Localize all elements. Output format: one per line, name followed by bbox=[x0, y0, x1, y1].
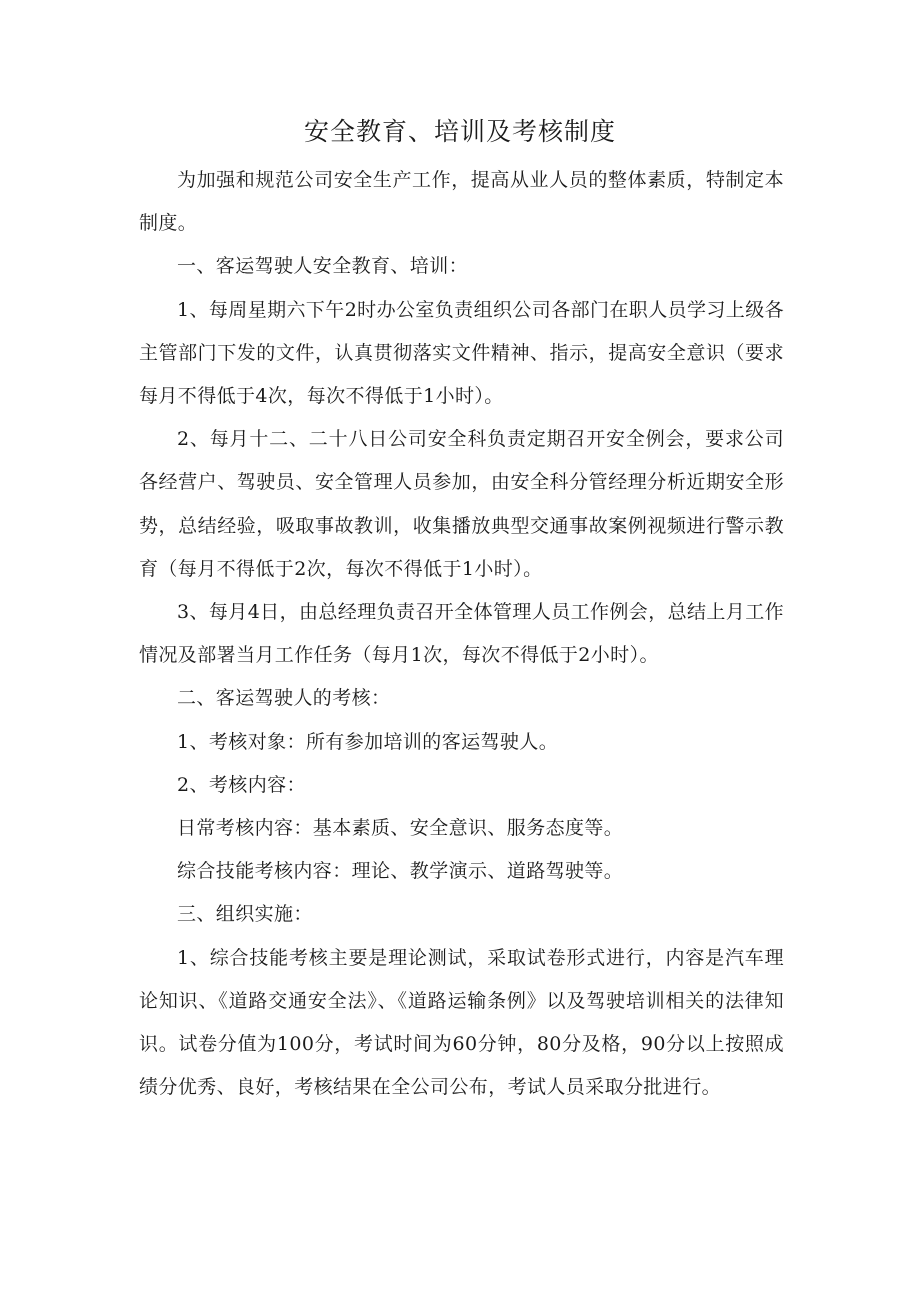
paragraph-2-daily: 日常考核内容：基本素质、安全意识、服务态度等。 bbox=[177, 817, 624, 840]
section-heading-2: 二、客运驾驶人的考核： bbox=[177, 687, 391, 710]
paragraph-intro: 为加强和规范公司安全生产工作，提高从业人员的整体素质，特制定本制度。 bbox=[139, 169, 784, 235]
paragraph-2-2: 2、考核内容： bbox=[177, 773, 306, 796]
paragraph-3-1: 1、综合技能考核主要是理论测试，采取试卷形式进行，内容是汽车理论知识、《道路交通安全法》、《道路运输条例》以及驾驶培训相关的法律知识。试卷分值为100分，考试时间为60分钟，80分及格，90分以上按照成绩分优秀、良好，考核结果在全公司公布，考试人员采取分批进行。 bbox=[139, 946, 784, 1099]
paragraph-1-1: 1、每周星期六下午2时办公室负责组织公司各部门在职人员学习上级各主管部门下发的文件，认真贯彻落实文件精神、指示，提高安全意识（要求每月不得低于4次，每次不得低于1小时）。 bbox=[139, 298, 784, 408]
document-title: 安全教育、培训及考核制度 bbox=[303, 117, 616, 146]
paragraph-2-skills: 综合技能考核内容：理论、教学演示、道路驾驶等。 bbox=[177, 860, 624, 883]
paragraph-1-3: 3、每月4日，由总经理负责召开全体管理人员工作例会，总结上月工作情况及部署当月工作任务（每月1次，每次不得低于2小时）。 bbox=[139, 601, 784, 667]
section-heading-3: 三、组织实施： bbox=[177, 903, 313, 926]
paragraph-1-2: 2、每月十二、二十八日公司安全科负责定期召开安全例会，要求公司各经营户、驾驶员、安全管理人员参加，由安全科分管经理分析近期安全形势，总结经验，吸取事故教训，收集播放典型交通事故案例视频进行警示教育（每月不得低于2次，每次不得低于1小时）。 bbox=[139, 428, 784, 580]
paragraph-2-1: 1、考核对象：所有参加培训的客运驾驶人。 bbox=[177, 730, 559, 753]
document-body bbox=[139, 159, 784, 1109]
section-heading-1: 一、客运驾驶人安全教育、培训： bbox=[177, 255, 469, 278]
